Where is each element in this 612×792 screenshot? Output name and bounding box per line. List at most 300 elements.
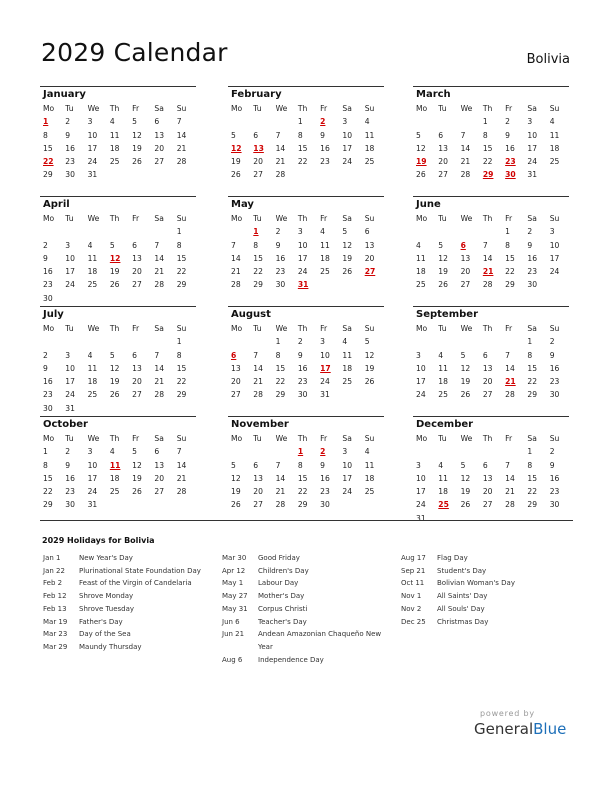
day-cell — [250, 335, 272, 348]
weekday-label: Mo — [43, 104, 55, 113]
day-cell: 12 — [132, 460, 142, 470]
day-cell: 6 — [482, 460, 488, 470]
day-cell: 18 — [364, 473, 375, 483]
day-cell: 24 — [320, 377, 330, 387]
month-name: February — [231, 89, 282, 100]
weekday-header — [228, 212, 384, 225]
day-cell: 19 — [342, 253, 353, 263]
day-cell — [435, 445, 457, 458]
day-cell: 24 — [342, 487, 353, 497]
day-cell: 7 — [505, 350, 510, 360]
day-cell: 17 — [65, 267, 75, 277]
weekday-label: We — [460, 434, 473, 443]
day-cell: 22 — [275, 377, 286, 387]
holiday-date: Nov 1 — [401, 592, 422, 601]
day-cell: 15 — [275, 363, 286, 373]
day-cell: 7 — [460, 130, 466, 140]
weekday-label: Sa — [527, 104, 537, 113]
month-name: August — [231, 309, 271, 320]
day-cell: 23 — [275, 267, 286, 277]
day-cell: 20 — [132, 377, 142, 387]
day-cell: 23 — [297, 377, 308, 387]
day-cell: 29 — [275, 390, 286, 400]
day-cell: 30 — [43, 403, 53, 413]
day-cell: 12 — [460, 473, 471, 483]
week-row — [40, 349, 196, 362]
day-cell: 22 — [176, 267, 187, 277]
day-cell: 21 — [176, 143, 187, 153]
day-cell: 7 — [231, 240, 236, 250]
day-cell: 3 — [65, 240, 71, 250]
holiday-name: Independence Day — [258, 655, 324, 664]
day-cell: 28 — [482, 280, 493, 290]
day-cell: 16 — [275, 253, 286, 263]
day-cell: 7 — [482, 240, 488, 250]
holiday-day-cell: 6 — [460, 240, 466, 250]
weekday-label: Fr — [132, 104, 140, 113]
day-cell: 5 — [109, 350, 115, 360]
weekday-label: Th — [109, 104, 120, 113]
week-row — [40, 362, 196, 375]
day-cell: 20 — [154, 143, 165, 153]
day-cell: 26 — [342, 267, 353, 277]
day-cell: 21 — [176, 473, 187, 483]
weekday-label: Tu — [253, 104, 262, 113]
holiday-item — [222, 590, 397, 603]
weekday-label: Mo — [43, 214, 55, 223]
day-cell: 13 — [231, 363, 241, 373]
day-cell: 15 — [43, 143, 53, 153]
holidays-heading: 2029 Holidays for Bolivia — [42, 536, 155, 545]
week-row — [228, 129, 384, 142]
day-cell: 13 — [364, 240, 375, 250]
day-cell: 21 — [275, 487, 286, 497]
day-cell: 1 — [527, 447, 533, 457]
weekday-label: Sa — [527, 214, 537, 223]
day-cell: 14 — [176, 460, 187, 470]
month-name: April — [43, 199, 70, 210]
day-cell: 28 — [505, 390, 515, 400]
day-cell: 16 — [43, 377, 53, 387]
day-cell: 26 — [460, 500, 471, 510]
day-cell: 28 — [176, 157, 187, 167]
day-cell: 29 — [527, 390, 538, 400]
day-cell: 17 — [87, 473, 98, 483]
day-cell: 22 — [297, 487, 308, 497]
weekday-label: Tu — [65, 324, 74, 333]
divider — [40, 520, 573, 521]
day-cell: 7 — [154, 350, 160, 360]
day-cell: 6 — [482, 350, 488, 360]
holiday-item — [401, 577, 576, 590]
day-cell: 27 — [482, 390, 493, 400]
day-cell: 6 — [364, 227, 370, 237]
day-cell: 24 — [416, 500, 426, 510]
holiday-name: Children's Day — [258, 566, 309, 575]
holiday-item — [43, 616, 218, 629]
week-row — [413, 445, 569, 458]
day-cell — [295, 168, 317, 181]
day-cell: 1 — [482, 117, 488, 127]
week-row — [413, 225, 569, 238]
holiday-day-cell: 12 — [231, 143, 242, 153]
week-row — [40, 129, 196, 142]
holiday-date: May 1 — [222, 579, 244, 588]
holiday-item — [43, 552, 218, 565]
day-cell: 16 — [43, 267, 53, 277]
weekday-label: Th — [297, 214, 308, 223]
week-row — [40, 292, 196, 305]
day-cell: 8 — [527, 350, 533, 360]
day-cell — [151, 498, 173, 511]
day-cell: 11 — [438, 473, 448, 483]
week-row — [228, 252, 384, 265]
day-cell: 15 — [176, 253, 187, 263]
month-name: June — [416, 199, 441, 210]
weekday-label: Th — [109, 324, 120, 333]
month-2 — [413, 86, 569, 182]
day-cell: 3 — [320, 337, 325, 347]
day-cell: 9 — [527, 240, 533, 250]
weekday-label: Mo — [231, 214, 243, 223]
day-cell: 4 — [320, 227, 325, 237]
day-cell: 3 — [549, 227, 555, 237]
weekday-label: Fr — [320, 324, 328, 333]
weekday-label: Th — [482, 214, 493, 223]
day-cell: 8 — [176, 350, 182, 360]
holiday-name: Bolivian Woman's Day — [437, 579, 515, 588]
month-name: December — [416, 419, 474, 430]
day-cell: 13 — [438, 143, 448, 153]
day-cell: 20 — [460, 267, 471, 277]
day-cell — [151, 225, 173, 238]
holiday-day-cell: 12 — [109, 253, 121, 263]
holiday-item — [401, 603, 576, 616]
day-cell: 21 — [154, 377, 165, 387]
holiday-date: Feb 12 — [43, 592, 67, 601]
weekday-label: Th — [297, 324, 308, 333]
day-cell: 22 — [253, 267, 263, 277]
weekday-label: Su — [549, 434, 560, 443]
day-cell: 23 — [320, 487, 330, 497]
weekday-label: Fr — [320, 434, 328, 443]
day-cell: 4 — [109, 117, 115, 127]
weekday-label: Fr — [505, 104, 513, 113]
day-cell — [174, 402, 196, 415]
holiday-name: All Souls' Day — [437, 604, 485, 613]
day-cell: 18 — [549, 143, 560, 153]
holiday-day-cell: 31 — [297, 280, 309, 290]
day-cell — [62, 335, 84, 348]
day-cell: 30 — [65, 500, 75, 510]
day-cell: 30 — [43, 293, 53, 303]
month-4 — [228, 196, 384, 292]
day-cell: 18 — [342, 363, 353, 373]
month-11 — [413, 416, 569, 525]
day-cell — [107, 168, 129, 181]
day-cell: 22 — [482, 157, 493, 167]
day-cell: 2 — [549, 337, 555, 347]
day-cell: 10 — [87, 460, 98, 470]
day-cell: 9 — [549, 460, 555, 470]
holiday-item — [222, 603, 397, 616]
day-cell: 8 — [297, 460, 303, 470]
weekday-label: Th — [109, 434, 120, 443]
day-cell: 26 — [364, 377, 375, 387]
day-cell: 27 — [482, 500, 493, 510]
holiday-date: Aug 6 — [222, 655, 243, 664]
day-cell: 27 — [231, 390, 241, 400]
day-cell: 11 — [364, 460, 375, 470]
country-label: Bolivia — [526, 52, 570, 67]
day-cell — [129, 402, 151, 415]
weekday-label: Su — [176, 214, 187, 223]
day-cell: 5 — [460, 460, 466, 470]
week-row — [413, 485, 569, 498]
day-cell — [502, 335, 524, 348]
day-cell: 10 — [549, 240, 560, 250]
holiday-name: Good Friday — [258, 554, 300, 562]
holiday-item — [222, 616, 397, 629]
weekday-label: Fr — [505, 324, 513, 333]
weekday-label: Th — [109, 214, 120, 223]
day-cell: 6 — [154, 117, 160, 127]
day-cell: 10 — [342, 130, 353, 140]
week-row — [228, 265, 384, 278]
day-cell: 25 — [364, 487, 375, 497]
day-cell: 9 — [297, 350, 303, 360]
weekday-label: We — [275, 214, 288, 223]
weekday-label: Su — [364, 104, 375, 113]
day-cell: 8 — [43, 460, 48, 470]
holiday-item — [401, 616, 576, 629]
day-cell: 16 — [549, 473, 560, 483]
day-cell: 8 — [176, 240, 182, 250]
day-cell — [273, 445, 295, 458]
day-cell: 13 — [482, 363, 493, 373]
day-cell: 26 — [231, 170, 241, 180]
holiday-day-cell: 29 — [482, 170, 494, 180]
day-cell: 27 — [438, 170, 448, 180]
week-row — [413, 252, 569, 265]
weekday-label: Mo — [416, 434, 428, 443]
month-name: September — [416, 309, 478, 320]
holiday-name: All Saints' Day — [437, 592, 488, 601]
holiday-day-cell: 25 — [438, 500, 449, 510]
day-cell — [129, 335, 151, 348]
day-cell: 12 — [416, 143, 426, 153]
week-row — [40, 375, 196, 388]
holiday-column — [43, 552, 218, 654]
day-cell — [524, 512, 546, 525]
day-cell: 8 — [297, 130, 303, 140]
weekday-label: We — [275, 104, 288, 113]
day-cell — [250, 445, 272, 458]
weekday-label: We — [87, 104, 100, 113]
month-1 — [228, 86, 384, 182]
weekday-label: Tu — [438, 104, 447, 113]
day-cell: 24 — [87, 157, 98, 167]
day-cell — [129, 225, 151, 238]
day-cell: 17 — [549, 253, 560, 263]
day-cell: 6 — [438, 130, 444, 140]
day-cell: 26 — [438, 280, 448, 290]
day-cell: 4 — [87, 350, 93, 360]
day-cell: 19 — [460, 377, 471, 387]
day-cell: 17 — [527, 143, 538, 153]
day-cell: 18 — [416, 267, 426, 277]
week-row — [413, 142, 569, 155]
holiday-day-cell: 2 — [320, 117, 326, 127]
day-cell: 19 — [460, 487, 471, 497]
day-cell: 14 — [154, 253, 165, 263]
day-cell — [413, 225, 435, 238]
day-cell: 20 — [482, 377, 493, 387]
day-cell: 10 — [320, 350, 330, 360]
day-cell: 8 — [275, 350, 281, 360]
day-cell: 31 — [320, 390, 330, 400]
holiday-item — [43, 590, 218, 603]
holiday-name: Corpus Christi — [258, 604, 308, 613]
day-cell: 20 — [253, 487, 263, 497]
day-cell: 29 — [43, 500, 53, 510]
week-row — [413, 129, 569, 142]
day-cell: 30 — [527, 280, 538, 290]
day-cell: 31 — [65, 403, 75, 413]
weekday-label: Sa — [342, 104, 352, 113]
day-cell: 16 — [505, 143, 515, 153]
holiday-date: Mar 23 — [43, 630, 68, 639]
day-cell: 1 — [527, 337, 533, 347]
week-row — [228, 155, 384, 168]
day-cell: 16 — [527, 253, 538, 263]
day-cell: 18 — [87, 377, 98, 387]
brand-text-blue: Blue — [533, 720, 567, 738]
day-cell: 22 — [297, 157, 308, 167]
day-cell: 19 — [132, 473, 142, 483]
day-cell — [547, 278, 569, 291]
week-row — [413, 168, 569, 181]
day-cell: 11 — [87, 363, 98, 373]
day-cell: 15 — [176, 363, 187, 373]
day-cell: 25 — [109, 487, 120, 497]
day-cell: 13 — [253, 473, 263, 483]
weekday-label: Mo — [231, 324, 243, 333]
weekday-label: Tu — [65, 214, 74, 223]
day-cell: 25 — [342, 377, 353, 387]
holiday-day-cell: 2 — [320, 447, 326, 457]
day-cell — [85, 292, 107, 305]
brand-logo[interactable] — [474, 720, 566, 738]
day-cell: 25 — [320, 267, 330, 277]
week-row — [413, 155, 569, 168]
weekday-label: Su — [176, 104, 187, 113]
week-row — [413, 472, 569, 485]
day-cell: 24 — [297, 267, 308, 277]
day-cell: 13 — [482, 473, 493, 483]
day-cell: 23 — [549, 377, 560, 387]
day-cell: 26 — [109, 390, 120, 400]
day-cell: 22 — [505, 267, 515, 277]
day-cell: 7 — [275, 130, 281, 140]
day-cell: 11 — [342, 350, 353, 360]
day-cell: 27 — [460, 280, 471, 290]
day-cell: 23 — [43, 280, 53, 290]
day-cell: 13 — [132, 363, 142, 373]
week-row — [40, 239, 196, 252]
day-cell: 5 — [231, 460, 236, 470]
day-cell: 16 — [320, 473, 330, 483]
day-cell: 1 — [43, 447, 48, 457]
day-cell — [413, 115, 435, 128]
weekday-label: Mo — [416, 104, 428, 113]
weekday-header — [228, 102, 384, 115]
day-cell: 5 — [132, 117, 137, 127]
day-cell — [458, 115, 480, 128]
day-cell: 12 — [460, 363, 471, 373]
day-cell: 19 — [231, 487, 241, 497]
day-cell: 25 — [438, 390, 448, 400]
day-cell: 9 — [65, 130, 71, 140]
day-cell: 3 — [416, 460, 421, 470]
month-9 — [40, 416, 196, 512]
day-cell: 21 — [154, 267, 165, 277]
day-cell: 8 — [253, 240, 259, 250]
week-row — [228, 362, 384, 375]
day-cell: 11 — [416, 253, 426, 263]
weekday-label: Tu — [65, 434, 74, 443]
day-cell: 10 — [65, 363, 75, 373]
weekday-label: Fr — [320, 214, 328, 223]
day-cell: 8 — [505, 240, 510, 250]
holiday-name: Andean Amazonian Chaqueño New Year — [258, 630, 382, 651]
day-cell: 30 — [297, 390, 308, 400]
day-cell: 8 — [43, 130, 48, 140]
day-cell: 14 — [505, 473, 515, 483]
day-cell: 25 — [109, 157, 120, 167]
day-cell: 29 — [43, 170, 53, 180]
holiday-name: Flag Day — [437, 554, 468, 562]
day-cell — [458, 335, 480, 348]
day-cell — [40, 225, 62, 238]
day-cell: 20 — [482, 487, 493, 497]
day-cell: 12 — [231, 473, 241, 483]
day-cell: 18 — [87, 267, 98, 277]
day-cell: 2 — [297, 337, 303, 347]
holiday-name: New Year's Day — [79, 554, 133, 562]
day-cell: 23 — [320, 157, 330, 167]
day-cell: 30 — [549, 390, 560, 400]
day-cell: 17 — [416, 487, 426, 497]
month-10 — [228, 416, 384, 512]
holiday-day-cell: 1 — [297, 447, 304, 457]
day-cell: 14 — [482, 253, 493, 263]
day-cell: 10 — [87, 130, 98, 140]
day-cell: 3 — [87, 447, 93, 457]
day-cell: 27 — [154, 487, 165, 497]
day-cell: 17 — [342, 473, 353, 483]
holiday-day-cell: 23 — [505, 157, 516, 167]
week-row — [40, 335, 196, 348]
day-cell: 20 — [154, 473, 165, 483]
weekday-label: Tu — [253, 214, 262, 223]
weekday-label: Sa — [154, 214, 164, 223]
day-cell — [107, 292, 129, 305]
day-cell: 16 — [65, 143, 75, 153]
holiday-day-cell: 6 — [231, 350, 237, 360]
weekday-label: Fr — [505, 214, 513, 223]
holiday-day-cell: 21 — [482, 267, 494, 277]
